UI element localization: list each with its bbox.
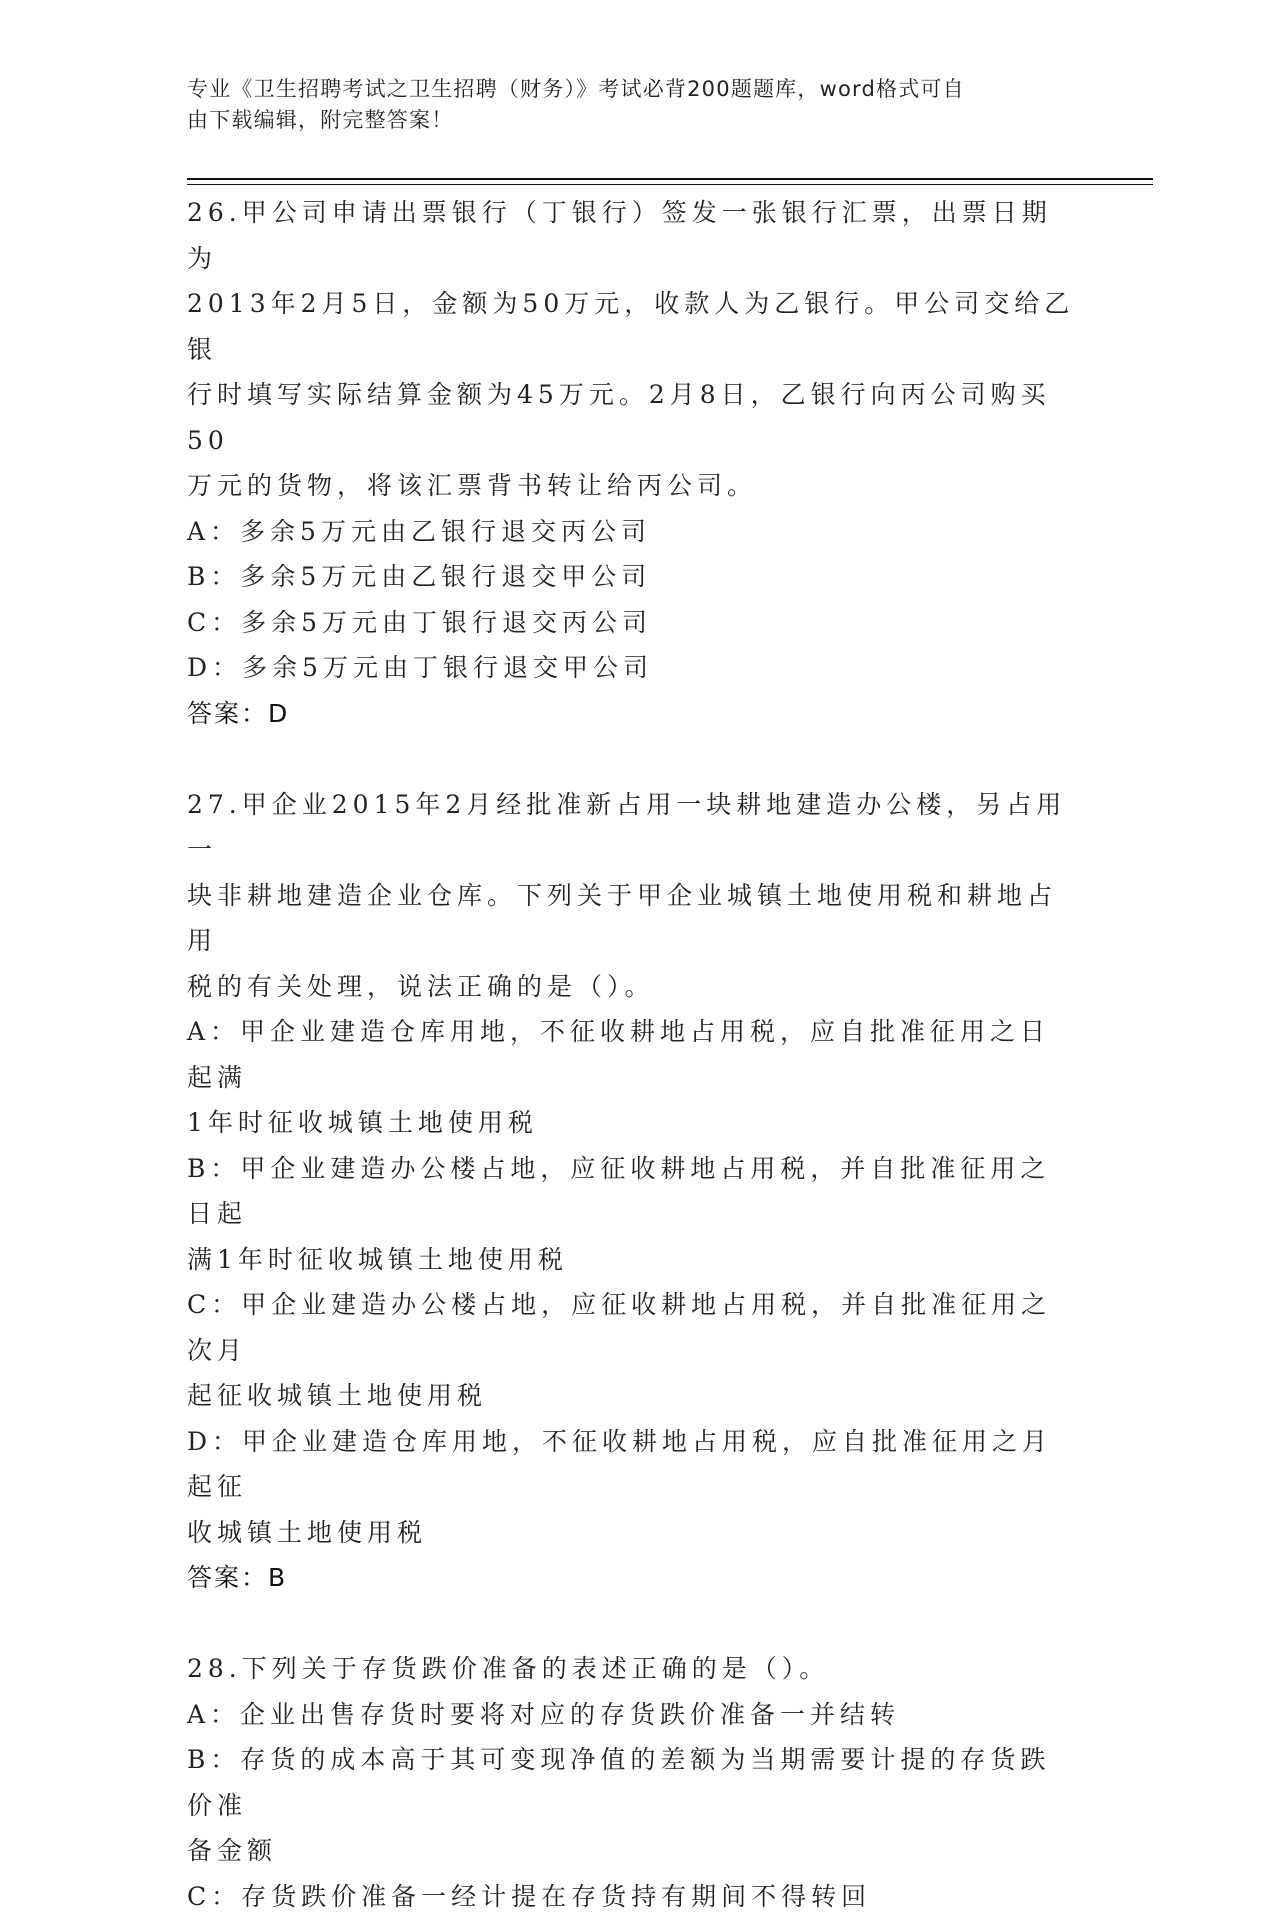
- option-line: C：多余5万元由丁银行退交丙公司: [187, 600, 1077, 646]
- question-spacer: [187, 736, 1077, 782]
- question-block: [187, 782, 1077, 1601]
- header-divider-thin: [187, 184, 1153, 185]
- option-line: 1年时征收城镇土地使用税: [187, 1100, 1077, 1146]
- option-line: D：多余5万元由丁银行退交甲公司: [187, 645, 1077, 691]
- option-line: B：存货的成本高于其可变现净值的差额为当期需要计提的存货跌价准: [187, 1737, 1077, 1828]
- question-stem-line: 行时填写实际结算金额为45万元。2月8日，乙银行向丙公司购买50: [187, 372, 1077, 463]
- option-line: B：多余5万元由乙银行退交甲公司: [187, 554, 1077, 600]
- option-line: D：甲企业建造仓库用地，不征收耕地占用税，应自批准征用之月起征: [187, 1419, 1077, 1510]
- question-stem-line: 28.下列关于存货跌价准备的表述正确的是（）。: [187, 1646, 1077, 1692]
- option-line: B：甲企业建造办公楼占地，应征收耕地占用税，并自批准征用之日起: [187, 1146, 1077, 1237]
- option-line: 备金额: [187, 1828, 1077, 1874]
- option-line: 满1年时征收城镇土地使用税: [187, 1237, 1077, 1283]
- question-block: [187, 190, 1077, 736]
- option-line: A：甲企业建造仓库用地，不征收耕地占用税，应自批准征用之日起满: [187, 1009, 1077, 1100]
- question-stem-line: 26.甲公司申请出票银行（丁银行）签发一张银行汇票，出票日期为: [187, 190, 1077, 281]
- option-line: 起征收城镇土地使用税: [187, 1373, 1077, 1419]
- answer-label: 答案：D: [187, 691, 1077, 737]
- header-divider-thick: [187, 178, 1153, 180]
- option-line: A：多余5万元由乙银行退交丙公司: [187, 509, 1077, 555]
- question-stem-line: 块非耕地建造企业仓库。下列关于甲企业城镇土地使用税和耕地占用: [187, 873, 1077, 964]
- question-stem-line: 万元的货物，将该汇票背书转让给丙公司。: [187, 463, 1077, 509]
- question-stem-line: 27.甲企业2015年2月经批准新占用一块耕地建造办公楼，另占用一: [187, 782, 1077, 873]
- question-list: [187, 190, 1077, 1919]
- option-line: C：甲企业建造办公楼占地，应征收耕地占用税，并自批准征用之次月: [187, 1282, 1077, 1373]
- header-line-2: 由下载编辑，附完整答案！: [187, 105, 1087, 136]
- option-line: A：企业出售存货时要将对应的存货跌价准备一并结转: [187, 1692, 1077, 1738]
- option-line: 收城镇土地使用税: [187, 1510, 1077, 1556]
- question-stem-line: 2013年2月5日，金额为50万元，收款人为乙银行。甲公司交给乙银: [187, 281, 1077, 372]
- question-stem-line: 税的有关处理，说法正确的是（）。: [187, 964, 1077, 1010]
- option-line: C：存货跌价准备一经计提在存货持有期间不得转回: [187, 1874, 1077, 1919]
- question-spacer: [187, 1601, 1077, 1647]
- page-header: [187, 74, 1087, 136]
- question-block: [187, 1646, 1077, 1919]
- header-line-1: 专业《卫生招聘考试之卫生招聘（财务）》考试必背200题题库，word格式可自: [187, 74, 1087, 105]
- answer-label: 答案：B: [187, 1555, 1077, 1601]
